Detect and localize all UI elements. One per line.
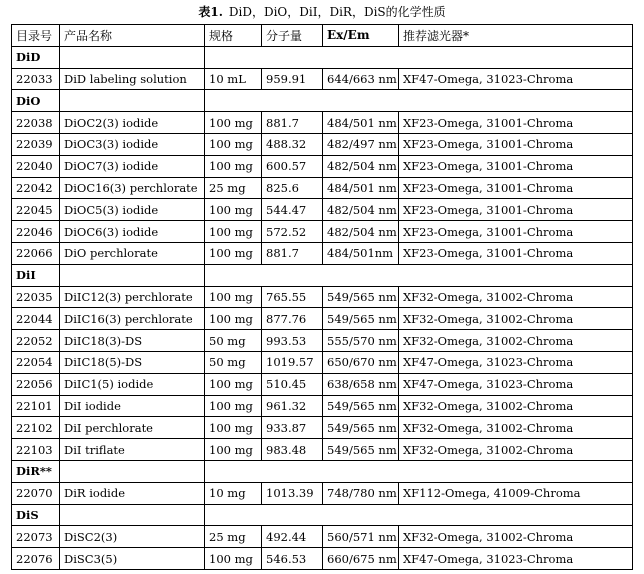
table-cell: 482/504 nm <box>323 155 399 177</box>
header-cell: Ex/Em <box>323 25 399 47</box>
table-cell: 100 mg <box>205 548 262 570</box>
table-row <box>12 548 633 570</box>
table-cell: 881.7 <box>262 112 323 134</box>
table-cell: 510.45 <box>262 373 323 395</box>
caption-text: DiD，DiO，DiI，DiR，DiS的化学性质 <box>228 5 446 19</box>
table-cell: 660/675 nm <box>323 548 399 570</box>
table-cell: 100 mg <box>205 286 262 308</box>
table-cell: 22039 <box>12 133 60 155</box>
table-cell: DiIC1(5) iodide <box>60 373 205 395</box>
group-label: DiS <box>12 504 60 526</box>
table-cell: 560/571 nm <box>323 526 399 548</box>
table-cell: 10 mL <box>205 68 262 90</box>
table-cell: 482/504 nm <box>323 221 399 243</box>
table-cell: 22033 <box>12 68 60 90</box>
table-row <box>12 286 633 308</box>
table-cell: DiR iodide <box>60 482 205 504</box>
table-cell: 482/504 nm <box>323 199 399 221</box>
table-cell: 22040 <box>12 155 60 177</box>
header-cell: 规格 <box>205 25 262 47</box>
table-cell: 484/501 nm <box>323 177 399 199</box>
table-cell: 22076 <box>12 548 60 570</box>
table-cell: 549/565 nm <box>323 308 399 330</box>
table-cell: 549/565 nm <box>323 417 399 439</box>
table-cell: DiOC7(3) iodide <box>60 155 205 177</box>
table-row <box>12 112 633 134</box>
table-cell: 22042 <box>12 177 60 199</box>
table-cell: 484/501 nm <box>323 112 399 134</box>
table-cell: 100 mg <box>205 242 262 264</box>
group-row <box>12 264 633 286</box>
table-cell: DiI perchlorate <box>60 417 205 439</box>
table-cell: DiSC3(5) <box>60 548 205 570</box>
table-cell: 555/570 nm <box>323 330 399 352</box>
table-row <box>12 155 633 177</box>
table-cell: XF23-Omega, 31001-Chroma <box>399 199 633 221</box>
table-cell: 100 mg <box>205 155 262 177</box>
table-row <box>12 395 633 417</box>
table-cell: DiOC6(3) iodide <box>60 221 205 243</box>
table-cell: 600.57 <box>262 155 323 177</box>
table-cell: 484/501nm <box>323 242 399 264</box>
table-cell: 983.48 <box>262 439 323 461</box>
table-row <box>12 482 633 504</box>
table-cell: XF47-Omega, 31023-Chroma <box>399 373 633 395</box>
table-cell: 881.7 <box>262 242 323 264</box>
table-body <box>12 46 633 569</box>
table-row <box>12 439 633 461</box>
table-cell: XF32-Omega, 31002-Chroma <box>399 330 633 352</box>
table-cell: XF32-Omega, 31002-Chroma <box>399 395 633 417</box>
table-cell: 22103 <box>12 439 60 461</box>
table-row <box>12 330 633 352</box>
table-cell: DiOC3(3) iodide <box>60 133 205 155</box>
table-cell: 877.76 <box>262 308 323 330</box>
table-cell: XF32-Omega, 31002-Chroma <box>399 286 633 308</box>
table-cell: 765.55 <box>262 286 323 308</box>
group-empty-cell <box>60 90 205 112</box>
table-row <box>12 199 633 221</box>
table-cell: 549/565 nm <box>323 286 399 308</box>
table-cell: XF23-Omega, 31001-Chroma <box>399 177 633 199</box>
group-row <box>12 504 633 526</box>
caption-number: 表1. <box>198 5 223 19</box>
group-empty-cell <box>205 90 633 112</box>
table-cell: 961.32 <box>262 395 323 417</box>
header-cell: 产品名称 <box>60 25 205 47</box>
table-cell: XF47-Omega, 31023-Chroma <box>399 548 633 570</box>
table-row <box>12 221 633 243</box>
table-cell: XF47-Omega, 31023-Chroma <box>399 351 633 373</box>
table-caption <box>0 4 644 20</box>
group-empty-cell <box>205 504 633 526</box>
table-cell: XF112-Omega, 41009-Chroma <box>399 482 633 504</box>
table-cell: XF32-Omega, 31002-Chroma <box>399 308 633 330</box>
table-cell: 650/670 nm <box>323 351 399 373</box>
table-cell: 22066 <box>12 242 60 264</box>
group-empty-cell <box>60 264 205 286</box>
group-empty-cell <box>60 46 205 68</box>
table-cell: DiOC16(3) perchlorate <box>60 177 205 199</box>
table-cell: DiSC2(3) <box>60 526 205 548</box>
table-row <box>12 68 633 90</box>
table-cell: 100 mg <box>205 308 262 330</box>
table-cell: XF32-Omega, 31002-Chroma <box>399 439 633 461</box>
group-label: DiI <box>12 264 60 286</box>
table-cell: XF23-Omega, 31001-Chroma <box>399 133 633 155</box>
table-cell: 22038 <box>12 112 60 134</box>
table-cell: 22073 <box>12 526 60 548</box>
group-empty-cell <box>205 264 633 286</box>
table-cell: 1019.57 <box>262 351 323 373</box>
table-cell: 22101 <box>12 395 60 417</box>
group-empty-cell <box>60 504 205 526</box>
properties-table <box>11 24 633 570</box>
table-cell: 825.6 <box>262 177 323 199</box>
table-cell: 933.87 <box>262 417 323 439</box>
table-cell: 22044 <box>12 308 60 330</box>
table-cell: 959.91 <box>262 68 323 90</box>
table-cell: 1013.39 <box>262 482 323 504</box>
table-cell: 100 mg <box>205 199 262 221</box>
table-cell: DiIC16(3) perchlorate <box>60 308 205 330</box>
table-cell: 544.47 <box>262 199 323 221</box>
table-cell: XF32-Omega, 31002-Chroma <box>399 417 633 439</box>
table-cell: 25 mg <box>205 526 262 548</box>
table-cell: 22035 <box>12 286 60 308</box>
table-cell: DiI iodide <box>60 395 205 417</box>
header-cell: 分子量 <box>262 25 323 47</box>
table-cell: 100 mg <box>205 112 262 134</box>
table-cell: 748/780 nm <box>323 482 399 504</box>
group-empty-cell <box>60 460 205 482</box>
table-row <box>12 308 633 330</box>
table-cell: 22056 <box>12 373 60 395</box>
table-cell: 993.53 <box>262 330 323 352</box>
table-cell: 644/663 nm <box>323 68 399 90</box>
table-cell: 572.52 <box>262 221 323 243</box>
group-row <box>12 460 633 482</box>
table-row <box>12 351 633 373</box>
table-cell: XF47-Omega, 31023-Chroma <box>399 68 633 90</box>
table-cell: 25 mg <box>205 177 262 199</box>
table-cell: DiI triflate <box>60 439 205 461</box>
table-cell: 638/658 nm <box>323 373 399 395</box>
header-cell: 推荐滤光器* <box>399 25 633 47</box>
table-cell: DiIC12(3) perchlorate <box>60 286 205 308</box>
table-cell: 482/497 nm <box>323 133 399 155</box>
table-cell: 22070 <box>12 482 60 504</box>
table-row <box>12 417 633 439</box>
table-cell: 100 mg <box>205 417 262 439</box>
table-cell: 100 mg <box>205 373 262 395</box>
table-cell: 10 mg <box>205 482 262 504</box>
table-row <box>12 177 633 199</box>
group-label: DiD <box>12 46 60 68</box>
table-cell: 549/565 nm <box>323 395 399 417</box>
table-cell: 22102 <box>12 417 60 439</box>
table-row <box>12 242 633 264</box>
table-cell: XF23-Omega, 31001-Chroma <box>399 155 633 177</box>
table-cell: XF23-Omega, 31001-Chroma <box>399 221 633 243</box>
table-cell: DiO perchlorate <box>60 242 205 264</box>
table-cell: 488.32 <box>262 133 323 155</box>
table-row <box>12 526 633 548</box>
table-cell: DiIC18(3)-DS <box>60 330 205 352</box>
table-cell: DiD labeling solution <box>60 68 205 90</box>
table-cell: 546.53 <box>262 548 323 570</box>
table-cell: DiOC2(3) iodide <box>60 112 205 134</box>
group-label: DiR** <box>12 460 60 482</box>
table-cell: XF23-Omega, 31001-Chroma <box>399 242 633 264</box>
table-cell: XF23-Omega, 31001-Chroma <box>399 112 633 134</box>
group-empty-cell <box>205 46 633 68</box>
table-cell: 549/565 nm <box>323 439 399 461</box>
table-cell: 22046 <box>12 221 60 243</box>
table-cell: 50 mg <box>205 330 262 352</box>
table-cell: 50 mg <box>205 351 262 373</box>
table-row <box>12 133 633 155</box>
group-label: DiO <box>12 90 60 112</box>
table-cell: DiIC18(5)-DS <box>60 351 205 373</box>
header-row <box>12 25 633 47</box>
table-cell: XF32-Omega, 31002-Chroma <box>399 526 633 548</box>
table-cell: 100 mg <box>205 221 262 243</box>
group-row <box>12 46 633 68</box>
table-cell: 492.44 <box>262 526 323 548</box>
table-cell: DiOC5(3) iodide <box>60 199 205 221</box>
table-cell: 22054 <box>12 351 60 373</box>
table-row <box>12 373 633 395</box>
group-row <box>12 90 633 112</box>
table-cell: 100 mg <box>205 439 262 461</box>
header-cell: 目录号 <box>12 25 60 47</box>
table-cell: 22045 <box>12 199 60 221</box>
table-cell: 22052 <box>12 330 60 352</box>
table-cell: 100 mg <box>205 395 262 417</box>
group-empty-cell <box>205 460 633 482</box>
table-cell: 100 mg <box>205 133 262 155</box>
